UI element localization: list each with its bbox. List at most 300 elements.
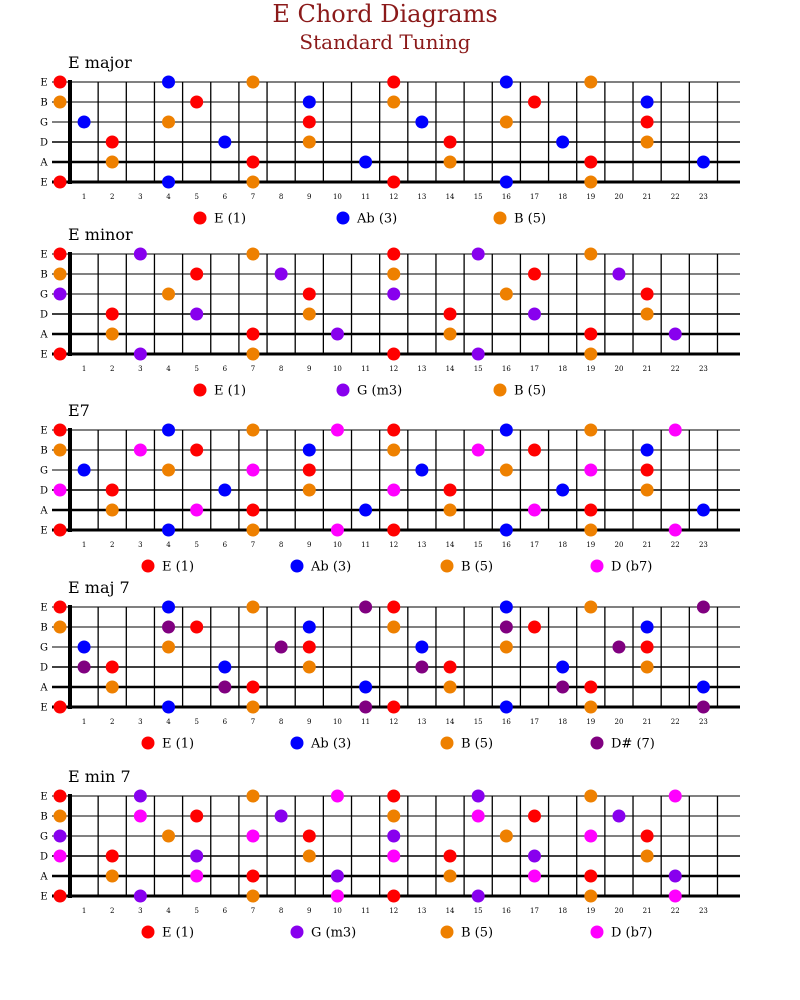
note-dot-minor-third [134, 348, 147, 361]
chord-title: E7 [68, 401, 90, 420]
note-dot-fifth [500, 830, 513, 843]
string-label: B [40, 269, 48, 281]
note-dot-flat-seventh [190, 504, 203, 517]
note-dot-root [106, 484, 119, 497]
legend-swatch-root [142, 560, 155, 573]
note-dot-root [106, 661, 119, 674]
note-dot-fifth [444, 504, 457, 517]
chord-title: E major [68, 53, 132, 72]
fret-number: 1 [81, 541, 87, 549]
note-dot-root [584, 870, 597, 883]
note-dot-root [246, 328, 259, 341]
fret-number: 7 [250, 907, 256, 915]
fret-number: 19 [586, 193, 596, 201]
note-dot-flat-seventh [331, 424, 344, 437]
note-dot-third [218, 484, 231, 497]
note-dot-fifth [106, 328, 119, 341]
fret-number: 17 [530, 907, 539, 915]
note-dot-root [303, 116, 316, 129]
note-dot-flat-seventh [246, 830, 259, 843]
legend-swatch-fifth [441, 926, 454, 939]
note-dot-fifth [246, 601, 259, 614]
note-dot-third [78, 464, 91, 477]
fret-number: 6 [222, 193, 228, 201]
note-dot-root [246, 156, 259, 169]
fret-number: 20 [614, 193, 624, 201]
note-dot-minor-third [472, 890, 485, 903]
note-dot-fifth [641, 661, 654, 674]
string-label: B [40, 97, 48, 109]
note-dot-fifth [584, 248, 597, 261]
legend-swatch-third [291, 560, 304, 573]
note-dot-root [387, 701, 400, 714]
string-label: B [40, 811, 48, 823]
note-dot-third [556, 484, 569, 497]
note-dot-third [359, 156, 372, 169]
note-dot-major-seventh [697, 701, 710, 714]
string-label: E [40, 177, 48, 189]
string-label: G [40, 831, 48, 843]
legend-label: B (5) [461, 736, 494, 752]
note-dot-fifth [500, 464, 513, 477]
fret-number: 9 [307, 907, 312, 915]
note-dot-minor-third [472, 248, 485, 261]
note-dot-fifth [641, 136, 654, 149]
legend-label: Ab (3) [311, 736, 352, 752]
chord-section-2 [39, 225, 740, 399]
note-dot-fifth [54, 621, 67, 634]
note-dot-minor-third [275, 810, 288, 823]
note-dot-fifth [246, 524, 259, 537]
string-label: E [40, 891, 48, 903]
note-dot-minor-third [331, 328, 344, 341]
note-dot-flat-seventh [190, 870, 203, 883]
note-dot-fifth [584, 890, 597, 903]
note-dot-fifth [500, 288, 513, 301]
note-dot-root [303, 464, 316, 477]
fret-number: 16 [501, 718, 511, 726]
note-dot-flat-seventh [134, 444, 147, 457]
page-title: E Chord Diagrams [272, 0, 498, 28]
note-dot-minor-third [387, 830, 400, 843]
fret-number: 9 [307, 193, 312, 201]
note-dot-root [246, 681, 259, 694]
note-dot-root [387, 524, 400, 537]
note-dot-fifth [584, 524, 597, 537]
note-dot-minor-third [190, 308, 203, 321]
legend-label: E (1) [162, 925, 195, 941]
note-dot-third [303, 444, 316, 457]
note-dot-minor-third [612, 268, 625, 281]
note-dot-flat-seventh [669, 524, 682, 537]
note-dot-flat-seventh [584, 464, 597, 477]
fret-number: 20 [614, 541, 624, 549]
legend-label: B (5) [461, 559, 494, 575]
fret-number: 15 [473, 718, 483, 726]
legend-label: E (1) [214, 383, 247, 399]
fret-number: 16 [501, 193, 511, 201]
note-dot-root [387, 890, 400, 903]
chord-title: E min 7 [68, 767, 131, 786]
note-dot-root [246, 504, 259, 517]
fret-number: 18 [558, 907, 568, 915]
fret-number: 6 [222, 541, 228, 549]
fret-number: 13 [417, 541, 427, 549]
legend-label: D# (7) [611, 736, 655, 752]
note-dot-third [415, 464, 428, 477]
note-dot-flat-seventh [528, 870, 541, 883]
note-dot-root [584, 156, 597, 169]
fret-number: 11 [361, 365, 371, 373]
fret-number: 4 [166, 907, 171, 915]
fret-number: 11 [361, 718, 371, 726]
note-dot-root [54, 890, 67, 903]
fret-number: 14 [445, 193, 455, 201]
note-dot-root [54, 424, 67, 437]
note-dot-root [54, 601, 67, 614]
note-dot-third [641, 444, 654, 457]
note-dot-root [303, 641, 316, 654]
note-dot-root [444, 308, 457, 321]
fret-number: 20 [614, 907, 624, 915]
note-dot-third [78, 641, 91, 654]
string-label: E [40, 425, 48, 437]
fret-number: 20 [614, 718, 624, 726]
note-dot-flat-seventh [472, 810, 485, 823]
legend-swatch-root [142, 926, 155, 939]
fret-number: 9 [307, 541, 312, 549]
string-label: A [40, 157, 48, 169]
note-dot-fifth [54, 96, 67, 109]
note-dot-root [106, 850, 119, 863]
note-dot-fifth [246, 176, 259, 189]
note-dot-fifth [387, 621, 400, 634]
note-dot-third [641, 621, 654, 634]
string-label: A [40, 329, 48, 341]
fret-number: 8 [278, 541, 284, 549]
legend-label: D (b7) [611, 559, 653, 575]
note-dot-fifth [387, 810, 400, 823]
fret-number: 12 [389, 541, 399, 549]
fret-number: 6 [222, 365, 228, 373]
note-dot-major-seventh [359, 601, 372, 614]
note-dot-root [190, 268, 203, 281]
fret-number: 16 [501, 541, 511, 549]
note-dot-flat-seventh [472, 444, 485, 457]
legend-swatch-fifth [494, 212, 507, 225]
fret-number: 18 [558, 541, 568, 549]
fret-number: 16 [501, 365, 511, 373]
string-label: A [40, 682, 48, 694]
note-dot-fifth [584, 601, 597, 614]
fret-number: 14 [445, 718, 455, 726]
fret-number: 8 [278, 365, 284, 373]
note-dot-minor-third [612, 810, 625, 823]
fret-number: 1 [81, 193, 87, 201]
note-dot-minor-third [472, 790, 485, 803]
legend-swatch-third [291, 737, 304, 750]
fret-number: 3 [138, 907, 143, 915]
note-dot-third [697, 156, 710, 169]
note-dot-third [641, 96, 654, 109]
legend-label: Ab (3) [311, 559, 352, 575]
note-dot-flat-seventh [54, 484, 67, 497]
note-dot-root [387, 248, 400, 261]
fret-number: 8 [278, 907, 284, 915]
fret-number: 16 [501, 907, 511, 915]
fret-number: 21 [642, 193, 652, 201]
legend-label: D (b7) [611, 925, 653, 941]
legend-label: B (5) [514, 383, 547, 399]
note-dot-fifth [584, 176, 597, 189]
note-dot-root [190, 810, 203, 823]
note-dot-root [387, 790, 400, 803]
note-dot-fifth [246, 424, 259, 437]
note-dot-fifth [303, 136, 316, 149]
note-dot-root [444, 850, 457, 863]
note-dot-root [190, 96, 203, 109]
note-dot-major-seventh [556, 681, 569, 694]
fret-number: 8 [278, 718, 284, 726]
note-dot-third [359, 504, 372, 517]
fret-number: 15 [473, 907, 483, 915]
string-label: E [40, 702, 48, 714]
note-dot-minor-third [134, 890, 147, 903]
note-dot-minor-third [528, 308, 541, 321]
fret-number: 23 [698, 365, 708, 373]
note-dot-root [641, 116, 654, 129]
note-dot-flat-seventh [669, 424, 682, 437]
note-dot-fifth [106, 504, 119, 517]
note-dot-root [444, 136, 457, 149]
chord-title: E maj 7 [68, 578, 130, 597]
fret-number: 3 [138, 718, 143, 726]
note-dot-minor-third [275, 268, 288, 281]
note-dot-fifth [246, 76, 259, 89]
note-dot-major-seventh [500, 621, 513, 634]
note-dot-flat-seventh [331, 790, 344, 803]
note-dot-major-seventh [415, 661, 428, 674]
note-dot-third [162, 601, 175, 614]
fret-number: 2 [109, 193, 115, 201]
fret-number: 19 [586, 907, 596, 915]
note-dot-major-seventh [612, 641, 625, 654]
note-dot-fifth [54, 810, 67, 823]
legend-label: G (m3) [357, 383, 403, 399]
note-dot-third [162, 524, 175, 537]
fret-number: 9 [307, 718, 312, 726]
fret-number: 22 [670, 907, 680, 915]
note-dot-fifth [303, 661, 316, 674]
fret-number: 17 [530, 193, 539, 201]
fret-number: 23 [698, 193, 708, 201]
fret-number: 17 [530, 541, 539, 549]
fret-number: 4 [166, 718, 171, 726]
legend-label: B (5) [461, 925, 494, 941]
note-dot-root [54, 248, 67, 261]
note-dot-root [641, 830, 654, 843]
note-dot-third [415, 116, 428, 129]
note-dot-flat-seventh [331, 890, 344, 903]
note-dot-flat-seventh [584, 830, 597, 843]
note-dot-minor-third [669, 870, 682, 883]
legend-swatch-third [337, 212, 350, 225]
note-dot-root [528, 621, 541, 634]
fret-number: 7 [250, 541, 256, 549]
fret-number: 3 [138, 541, 143, 549]
fret-number: 7 [250, 193, 256, 201]
legend-label: Ab (3) [357, 211, 398, 227]
note-dot-third [500, 524, 513, 537]
note-dot-third [303, 96, 316, 109]
note-dot-fifth [444, 328, 457, 341]
note-dot-root [54, 790, 67, 803]
note-dot-fifth [106, 681, 119, 694]
string-label: D [39, 137, 49, 149]
note-dot-root [444, 484, 457, 497]
string-label: E [40, 525, 48, 537]
fret-number: 10 [332, 193, 342, 201]
chord-section-5 [39, 767, 740, 941]
string-label: G [40, 289, 48, 301]
legend-swatch-fifth [441, 560, 454, 573]
fret-number: 13 [417, 718, 427, 726]
string-label: G [40, 465, 48, 477]
note-dot-fifth [444, 681, 457, 694]
fret-number: 21 [642, 541, 652, 549]
fret-number: 23 [698, 718, 708, 726]
note-dot-flat-seventh [528, 504, 541, 517]
note-dot-fifth [641, 484, 654, 497]
note-dot-fifth [584, 424, 597, 437]
note-dot-fifth [584, 348, 597, 361]
note-dot-fifth [303, 484, 316, 497]
fret-number: 21 [642, 907, 652, 915]
note-dot-flat-seventh [331, 524, 344, 537]
legend-swatch-minor-third [337, 384, 350, 397]
note-dot-third [162, 424, 175, 437]
note-dot-minor-third [669, 328, 682, 341]
note-dot-root [387, 76, 400, 89]
note-dot-third [697, 681, 710, 694]
note-dot-root [54, 524, 67, 537]
fret-number: 12 [389, 907, 399, 915]
note-dot-fifth [246, 790, 259, 803]
note-dot-fifth [246, 248, 259, 261]
note-dot-third [162, 176, 175, 189]
fret-number: 12 [389, 718, 399, 726]
string-label: G [40, 642, 48, 654]
string-label: D [39, 309, 49, 321]
legend-label: B (5) [514, 211, 547, 227]
string-label: E [40, 791, 48, 803]
note-dot-fifth [387, 268, 400, 281]
fret-number: 13 [417, 907, 427, 915]
note-dot-root [303, 288, 316, 301]
note-dot-minor-third [528, 850, 541, 863]
note-dot-minor-third [387, 288, 400, 301]
fret-number: 13 [417, 365, 427, 373]
string-label: A [40, 871, 48, 883]
fret-number: 4 [166, 365, 171, 373]
note-dot-third [162, 701, 175, 714]
note-dot-third [500, 424, 513, 437]
note-dot-fifth [54, 444, 67, 457]
legend-swatch-minor-third [291, 926, 304, 939]
chord-section-4 [39, 578, 740, 752]
note-dot-root [528, 444, 541, 457]
note-dot-flat-seventh [54, 850, 67, 863]
fret-number: 18 [558, 718, 568, 726]
note-dot-root [54, 76, 67, 89]
note-dot-fifth [641, 850, 654, 863]
note-dot-fifth [54, 268, 67, 281]
fret-number: 13 [417, 193, 427, 201]
note-dot-fifth [162, 116, 175, 129]
note-dot-root [106, 308, 119, 321]
legend-label: E (1) [162, 736, 195, 752]
string-label: E [40, 349, 48, 361]
fret-number: 22 [670, 193, 680, 201]
legend-swatch-major-seventh [591, 737, 604, 750]
note-dot-fifth [246, 348, 259, 361]
note-dot-third [303, 621, 316, 634]
note-dot-fifth [162, 288, 175, 301]
note-dot-root [190, 444, 203, 457]
note-dot-fifth [246, 890, 259, 903]
fret-number: 15 [473, 193, 483, 201]
fret-number: 8 [278, 193, 284, 201]
fret-number: 12 [389, 193, 399, 201]
fret-number: 7 [250, 365, 256, 373]
legend-swatch-root [194, 212, 207, 225]
fret-number: 5 [194, 907, 199, 915]
fret-number: 19 [586, 365, 596, 373]
legend-swatch-fifth [441, 737, 454, 750]
note-dot-fifth [106, 870, 119, 883]
fret-number: 19 [586, 541, 596, 549]
fret-number: 3 [138, 193, 143, 201]
note-dot-root [190, 621, 203, 634]
note-dot-major-seventh [697, 601, 710, 614]
note-dot-minor-third [331, 870, 344, 883]
fret-number: 22 [670, 541, 680, 549]
note-dot-root [584, 504, 597, 517]
note-dot-third [78, 116, 91, 129]
note-dot-flat-seventh [134, 810, 147, 823]
fret-number: 18 [558, 365, 568, 373]
fret-number: 2 [109, 718, 115, 726]
note-dot-flat-seventh [669, 790, 682, 803]
note-dot-flat-seventh [246, 464, 259, 477]
string-label: E [40, 77, 48, 89]
fret-number: 5 [194, 541, 199, 549]
note-dot-minor-third [134, 790, 147, 803]
string-label: A [40, 505, 48, 517]
note-dot-third [162, 76, 175, 89]
note-dot-third [556, 136, 569, 149]
note-dot-fifth [162, 830, 175, 843]
fret-number: 11 [361, 907, 371, 915]
note-dot-third [415, 641, 428, 654]
note-dot-root [303, 830, 316, 843]
fret-number: 17 [530, 365, 539, 373]
note-dot-root [444, 661, 457, 674]
string-label: D [39, 851, 49, 863]
note-dot-fifth [584, 790, 597, 803]
note-dot-major-seventh [359, 701, 372, 714]
fret-number: 19 [586, 718, 596, 726]
